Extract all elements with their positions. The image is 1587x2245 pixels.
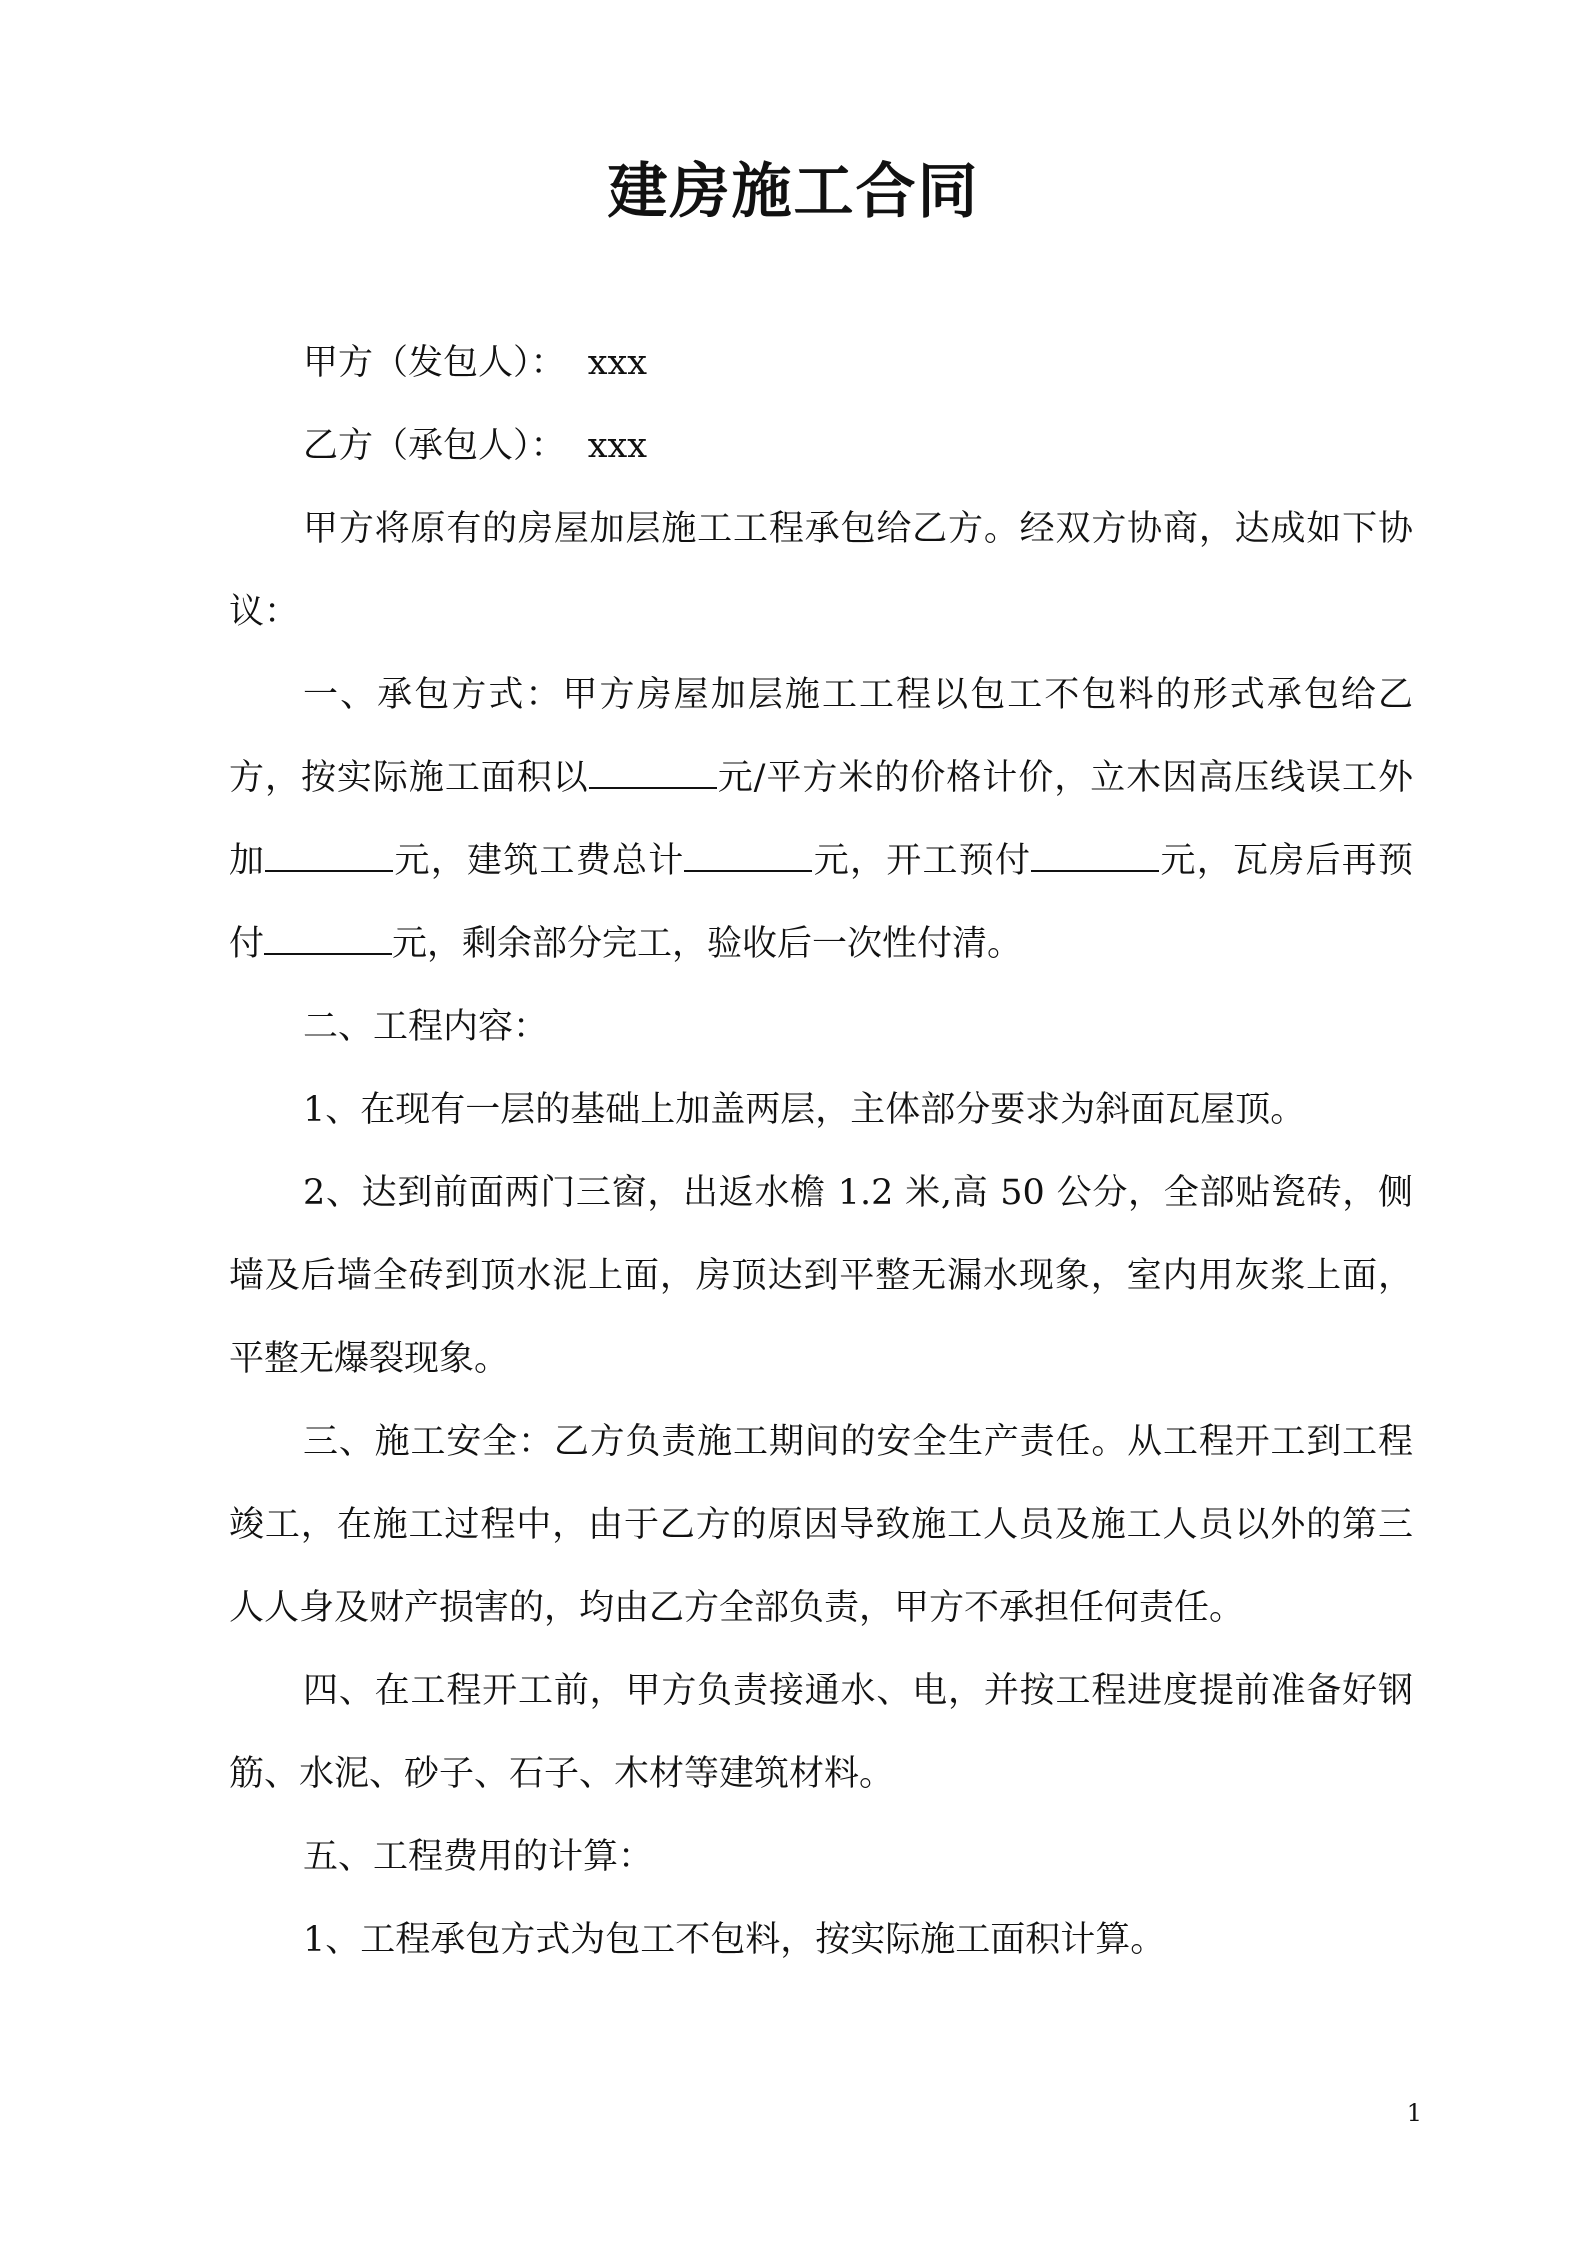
document-body [229, 322, 1413, 1982]
party-a-value: xxx [587, 343, 647, 383]
price-blank [589, 757, 717, 789]
start-prepay-blank [1031, 840, 1159, 872]
party-b-line [229, 405, 1413, 488]
clause-1-text-5: 元，瓦房后再预付 [229, 841, 1413, 964]
delay-fee-blank [265, 840, 393, 872]
clause-1-text-2: 元/平方米的价格计价，立木因高压线误工外加 [229, 758, 1413, 881]
clause-5-item-1: 1、工程承包方式为包工不包料，按实际施工面积计算。 [303, 1920, 1166, 1960]
clause-5-heading: 五、工程费用的计算： [303, 1837, 654, 1877]
clause-1-text-6: 元，剩余部分完工，验收后一次性付清。 [392, 924, 1023, 964]
clause-4-paragraph: 四、在工程开工前，甲方负责接通水、电，并按工程进度提前准备好钢筋、水泥、砂子、石子、木材等建筑材料。 [229, 1671, 1413, 1794]
party-b-value: xxx [587, 426, 647, 466]
total-fee-blank [684, 840, 812, 872]
clause-1-paragraph [229, 654, 1413, 986]
clause-1-text-3: 元，建筑工费总计 [393, 841, 685, 881]
clause-2-item-2: 2、达到前面两门三窗，出返水檐 1.2 米,高 50 公分，全部贴瓷砖，侧墙及后墙全砖到顶水泥上面，房顶达到平整无漏水现象，室内用灰浆上面，平整无爆裂现象。 [229, 1173, 1413, 1379]
intro-paragraph: 甲方将原有的房屋加层施工工程承包给乙方。经双方协商，达成如下协议： [229, 509, 1413, 632]
clause-2-item-1: 1、在现有一层的基础上加盖两层，主体部分要求为斜面瓦屋顶。 [303, 1090, 1306, 1130]
clause-3-paragraph: 三、施工安全：乙方负责施工期间的安全生产责任。从工程开工到工程竣工，在施工过程中，由于乙方的原因导致施工人员及施工人员以外的第三人人身及财产损害的，均由乙方全部负责，甲方不承担任何责任。 [229, 1422, 1413, 1628]
roof-prepay-blank [264, 923, 392, 955]
page-number: 1 [1406, 2099, 1422, 2127]
party-a-label: 甲方（发包人）： [303, 343, 566, 383]
clause-1-text-1: 一、承包方式：甲方房屋加层施工工程以包工不包料的形式承包给乙方，按实际施工面积以 [229, 675, 1413, 798]
party-b-label: 乙方（承包人）： [303, 426, 566, 466]
clause-2-heading: 二、工程内容： [303, 1007, 549, 1047]
document-title: 建房施工合同 [607, 157, 980, 227]
party-a-line [229, 322, 1413, 405]
clause-1-text-4: 元，开工预付 [812, 841, 1032, 881]
